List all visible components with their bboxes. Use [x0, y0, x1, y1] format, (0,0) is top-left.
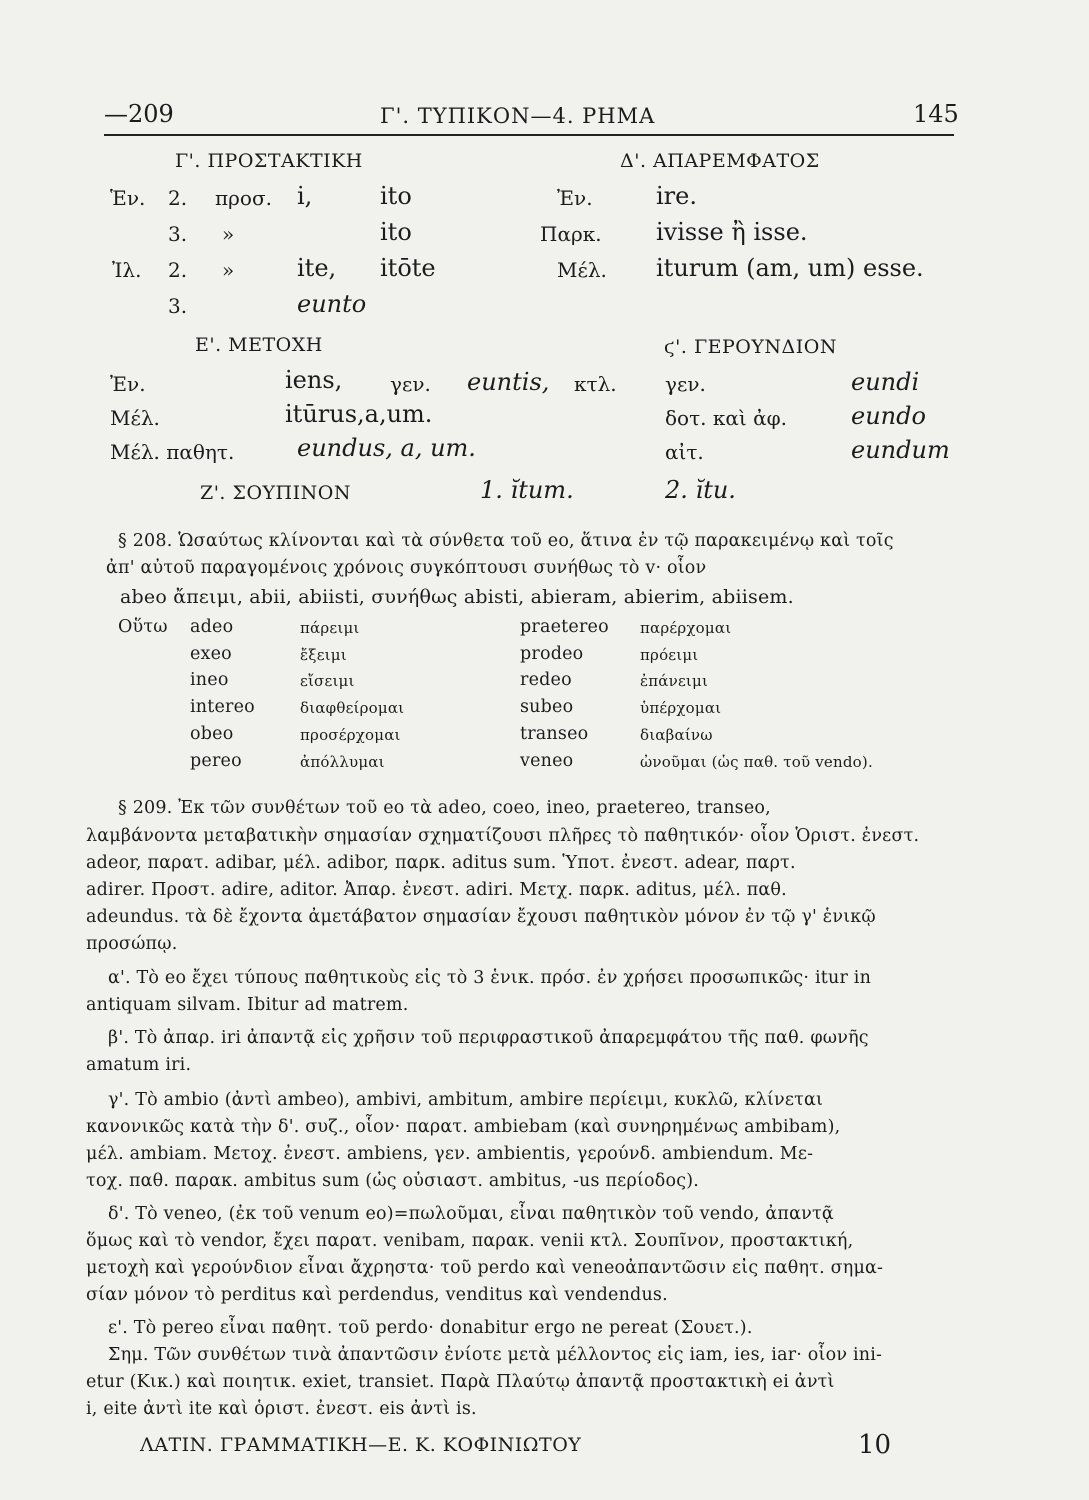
header-page-number: 145	[913, 100, 959, 128]
compound-latin: prodeo	[520, 644, 584, 664]
footer-text: ΛΑΤΙΝ. ΓΡΑΜΜΑΤΙΚΗ—Ε. Κ. ΚΟΦΙΝΙΩΤΟΥ	[140, 1434, 582, 1456]
compound-greek: παρέρχομαι	[640, 619, 732, 637]
imperative-mark: προσ.	[215, 186, 272, 210]
p209-line: adeundus. τὰ δὲ ἔχοντα ἀμετάβατον σημασίαν ἔχουσι παθητικὸν μόνον ἐν τῷ γ' ἑνικῷ	[86, 907, 876, 927]
imperative-title: Γ'. ΠΡΟΣΤΑΚΤΙΚΗ	[175, 150, 363, 172]
compound-greek: προσέρχομαι	[300, 726, 401, 744]
supine-title: Ζ'. ΣΟΥΠΙΝΟΝ	[200, 482, 351, 504]
note-line: δ'. Τὸ veneo, (ἐκ τοῦ venum eo)=πωλοῦμαι, εἶναι παθητικὸν τοῦ vendo, ἀπαντᾷ	[108, 1204, 834, 1224]
compound-latin: intereo	[190, 697, 255, 717]
compound-latin: redeo	[520, 670, 572, 690]
imperative-person: 2.	[168, 186, 188, 210]
note-line: β'. Τὸ ἀπαρ. iri ἀπαντᾷ εἰς χρῆσιν τοῦ περιφραστικοῦ ἀπαρεμφάτου τῆς παθ. φωνῆς	[108, 1028, 869, 1048]
p209-line: § 209. Ἐκ τῶν συνθέτων τοῦ eo τὰ adeo, coeo, ineo, praetereo, transeo,	[118, 798, 771, 818]
infinitive-tense: Παρκ.	[540, 222, 602, 246]
infinitive-tense: Ἐν.	[557, 186, 593, 210]
gerund-form: eundi	[851, 368, 920, 396]
note-line: τοχ. παθ. παρακ. ambitus sum (ὡς οὐσιαστ. ambitus, -us περίοδος).	[86, 1171, 699, 1191]
compound-latin: ineo	[190, 670, 229, 690]
note-line: antiquam silvam. Ibitur ad matrem.	[86, 995, 409, 1015]
gerund-case: δοτ. καὶ ἀφ.	[665, 406, 787, 430]
participle-extra: γεν.	[390, 372, 431, 396]
participle-title: Ε'. ΜΕΤΟΧΗ	[195, 334, 323, 356]
compound-greek: ὑπέρχομαι	[640, 699, 722, 717]
compound-latin: adeo	[190, 617, 234, 637]
gerund-form: eundo	[851, 402, 926, 430]
infinitive-form: ivisse ἢ isse.	[656, 218, 808, 246]
supine-first: 1. ĭtum.	[480, 476, 574, 504]
p208-line: § 208. Ὡσαύτως κλίνονται καὶ τὰ σύνθετα τοῦ eo, ἅτινα ἐν τῷ παρακειμένῳ καὶ τοῖς	[118, 531, 894, 551]
infinitive-tense: Μέλ.	[557, 258, 607, 282]
note-line: amatum iri.	[86, 1055, 192, 1075]
header-rule	[104, 134, 954, 136]
gerund-form: eundum	[851, 436, 950, 464]
compound-greek: πρόειμι	[640, 646, 699, 664]
imperative-form2: itōte	[380, 254, 436, 282]
note-line: ὅμως καὶ τὸ vendor, ἔχει παρατ. venibam, παρακ. venii κτλ. Σουπῖνον, προστακτική,	[86, 1231, 854, 1251]
imperative-person: 3.	[168, 294, 188, 318]
participle-label: Μέλ.	[110, 406, 160, 430]
compound-greek: ὠνοῦμαι (ὡς παθ. τοῦ vendo).	[640, 753, 873, 771]
note-line: etur (Κικ.) καὶ ποιητικ. exiet, transiet. Παρὰ Πλαύτῳ ἀπαντᾷ προστακτικὴ ei ἀντὶ	[86, 1372, 835, 1392]
supine-second: 2. ĭtu.	[665, 476, 736, 504]
infinitive-form: iturum (am, um) esse.	[656, 254, 924, 282]
compound-greek: ἔξειμι	[300, 646, 347, 664]
compound-greek: ἀπόλλυμαι	[300, 753, 385, 771]
compound-greek: πάρειμι	[300, 619, 360, 637]
participle-extra2: κτλ.	[574, 372, 617, 396]
header-title: Γ'. ΤΥΠΙΚΟΝ—4. ΡΗΜΑ	[380, 104, 656, 128]
note-line: κανονικῶς κατὰ τὴν δ'. συζ., οἷον· παρατ. ambiebam (καὶ συνηρημένως ambibam),	[86, 1117, 841, 1137]
infinitive-form: ire.	[656, 182, 697, 210]
imperative-mark: »	[222, 258, 235, 282]
note-line: i, eite ἀντὶ ite καὶ ὁριστ. ἐνεστ. eis ἀντὶ is.	[86, 1399, 477, 1419]
compound-latin: exeo	[190, 644, 232, 664]
imperative-person: 3.	[168, 222, 188, 246]
note-line: ε'. Τὸ pereo εἶναι παθητ. τοῦ perdo· donabitur ergo ne pereat (Σουετ.).	[108, 1318, 753, 1338]
note-line: Σημ. Τῶν συνθέτων τινὰ ἀπαντῶσιν ἐνίοτε μετὰ μέλλοντος εἰς iam, ies, iar· οἷον ini-	[108, 1345, 883, 1365]
gerund-case: αἰτ.	[665, 440, 704, 464]
compound-latin: veneo	[520, 751, 574, 771]
participle-label: Μέλ. παθητ.	[110, 440, 235, 464]
imperative-form2: ito	[380, 182, 412, 210]
participle-extra-italic: euntis,	[467, 368, 550, 396]
imperative-form2: ito	[380, 218, 412, 246]
note-line: σίαν μόνον τὸ perditus καὶ perdendus, venditus καὶ vendendus.	[86, 1285, 668, 1305]
p208-line: ἀπ' αὐτοῦ παραγομένοις χρόνοις συγκόπτουσι συνήθως τὸ v· οἷον	[106, 558, 707, 578]
imperative-number: Ἑν.	[110, 186, 146, 210]
compound-greek: διαφθείρομαι	[300, 699, 405, 717]
compound-greek: διαβαίνω	[640, 726, 713, 744]
compound-latin: obeo	[190, 724, 234, 744]
imperative-mark: »	[222, 222, 235, 246]
gerund-case: γεν.	[665, 372, 706, 396]
compound-latin: transeo	[520, 724, 589, 744]
footer-page-number: 10	[858, 1430, 892, 1460]
imperative-form: ite,	[297, 254, 337, 282]
compound-greek: ἐπάνειμι	[640, 672, 709, 690]
header-section-number: —209	[104, 100, 174, 128]
p209-line: προσώπῳ.	[86, 934, 178, 954]
p209-line: adirer. Προστ. adire, aditor. Ἀπαρ. ἐνεστ. adiri. Μετχ. παρκ. aditus, μέλ. παθ.	[86, 880, 787, 900]
p208-line: abeo ἄπειμι, abii, abiisti, συνήθως abisti, abieram, abierim, abiisem.	[120, 586, 794, 608]
note-line: γ'. Τὸ ambio (ἀντὶ ambeo), ambivi, ambitum, ambire περίειμι, κυκλῶ, κλίνεται	[108, 1090, 824, 1110]
p209-line: adeor, παρατ. adibar, μέλ. adibor, παρκ. aditus sum. Ὑποτ. ἐνεστ. adear, παρτ.	[86, 853, 796, 873]
imperative-number: Ἰλ.	[112, 258, 142, 282]
participle-form: eundus, a, um.	[297, 434, 476, 462]
imperative-form: i,	[297, 182, 313, 210]
imperative-person: 2.	[168, 258, 188, 282]
note-line: α'. Τὸ eo ἔχει τύπους παθητικοὺς εἰς τὸ 3 ἑνικ. πρόσ. ἐν χρήσει προσωπικῶς· itur in	[108, 968, 872, 988]
note-line: μέλ. ambiam. Μετοχ. ἐνεστ. ambiens, γεν. ambientis, γερούνδ. ambiendum. Με-	[86, 1144, 814, 1164]
compound-latin: subeo	[520, 697, 574, 717]
p209-line: λαμβάνοντα μεταβατικὴν σημασίαν σχηματίζουσι πλῆρες τὸ παθητικόν· οἷον Ὁριστ. ἐνεστ.	[86, 826, 920, 846]
imperative-form: eunto	[297, 290, 367, 318]
gerund-title: ϛ'. ΓΕΡΟΥΝΔΙΟΝ	[664, 336, 837, 358]
note-line: μετοχὴ καὶ γερούνδιον εἶναι ἄχρηστα· τοῦ perdo καὶ veneoἀπαντῶσιν εἰς παθητ. σημα-	[86, 1258, 884, 1278]
participle-form: itūrus,a,um.	[285, 400, 433, 428]
participle-label: Ἐν.	[110, 372, 146, 396]
compound-greek: εἴσειμι	[300, 672, 355, 690]
infinitive-title: Δ'. ΑΠΑΡΕΜΦΑΤΟΣ	[620, 150, 820, 172]
participle-form: iens,	[285, 366, 343, 394]
compound-latin: praetereo	[520, 617, 609, 637]
compound-latin: pereo	[190, 751, 242, 771]
p208-intro: Οὕτω	[118, 617, 168, 637]
